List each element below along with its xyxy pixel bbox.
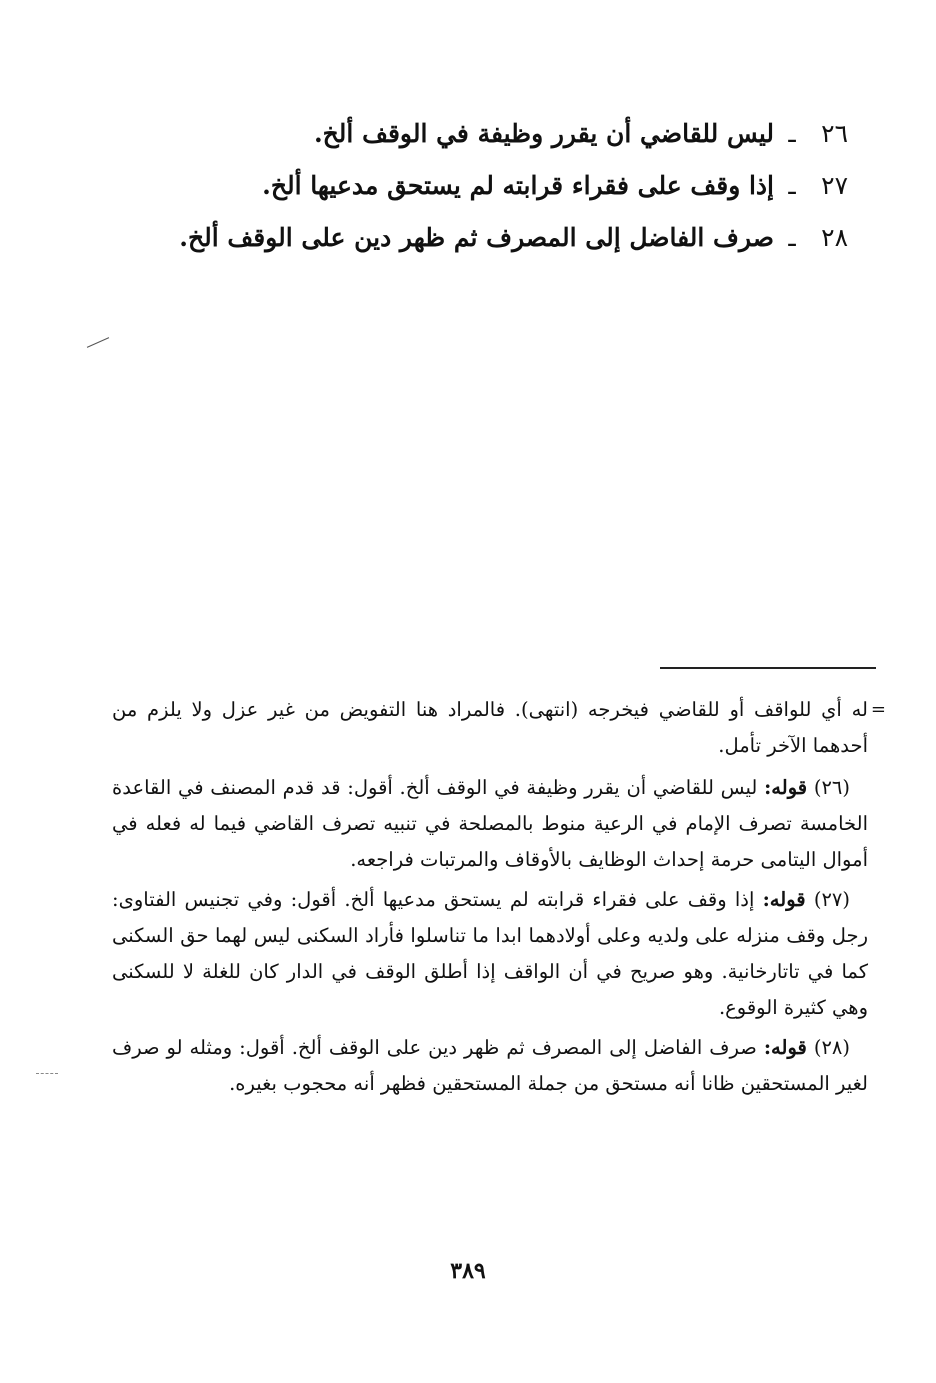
continuation-mark: = [870, 699, 886, 720]
main-item-dash: ـ [788, 223, 796, 252]
footnote-ref: (٢٧) [813, 888, 850, 911]
main-item-text: إذا وقف على فقراء قرابته لم يستحق مدعيها ألخ. [262, 171, 774, 200]
footnote-divider [660, 667, 876, 669]
footnote-continuation [112, 692, 886, 764]
main-item-text: صرف الفاضل إلى المصرف ثم ظهر دين على الوقف ألخ. [179, 223, 774, 252]
footnote-26 [112, 770, 868, 878]
main-item-28 [148, 212, 848, 264]
main-item-text: ليس للقاضي أن يقرر وظيفة في الوقف ألخ. [313, 119, 774, 148]
main-item-number: ٢٨ [821, 223, 848, 252]
main-item-dash: ـ [788, 171, 796, 200]
footnote-text: ليس للقاضي أن يقرر وظيفة في الوقف ألخ. أقول: قد قدم المصنف في القاعدة الخامسة تصرف الإمام في الرعية منوط بالمصلحة في تنبيه تصرف القاضي فيما له فعله في أموال اليتامى حرمة إحداث الوظايف بالأوقاف والمرتبات فراجعه. [112, 776, 868, 871]
footnote-keyword: قوله: [763, 1036, 807, 1059]
main-items-list [148, 108, 848, 264]
main-item-number: ٢٧ [821, 171, 848, 200]
main-item-dash: ـ [788, 119, 796, 148]
footnote-text: إذا وقف على فقراء قرابته لم يستحق مدعيها ألخ. أقول: وفي تجنيس الفتاوى: رجل وقف منزله على ولديه وعلى أولادهما ابدا ما تناسلوا فأراد السكنى ليس لهما حق السكنى كما في تاتارخانية. وهو صريح في أن الواقف إذا أطلق الوقف في الدار كان للغلة لا للسكنى وهي كثيرة الوقوع. [112, 888, 868, 1019]
footnote-28 [112, 1030, 868, 1102]
scan-stray-mark [87, 337, 109, 348]
page-number: ٣٨٩ [450, 1258, 486, 1284]
continuation-text: له أي للواقف أو للقاضي فيخرجه (انتهى). فالمراد هنا التفويض من غير عزل ولا يلزم من أحدهما الآخر تأمل. [112, 698, 868, 757]
scan-stray-mark [36, 1073, 58, 1074]
main-item-27 [148, 160, 848, 212]
footnote-ref: (٢٨) [813, 1036, 851, 1059]
footnote-keyword: قوله: [764, 776, 808, 799]
footnote-keyword: قوله: [762, 888, 806, 911]
main-item-26 [148, 108, 848, 160]
footnote-ref: (٢٦) [813, 776, 850, 799]
main-item-number: ٢٦ [821, 119, 848, 148]
footnote-27 [112, 882, 868, 1026]
footnotes-section [112, 692, 886, 1106]
footnote-text: صرف الفاضل إلى المصرف ثم ظهر دين على الوقف ألخ. أقول: ومثله لو صرف لغير المستحقين ظانا أنه مستحق من جملة المستحقين فظهر أنه محجوب بغيره. [112, 1036, 868, 1095]
